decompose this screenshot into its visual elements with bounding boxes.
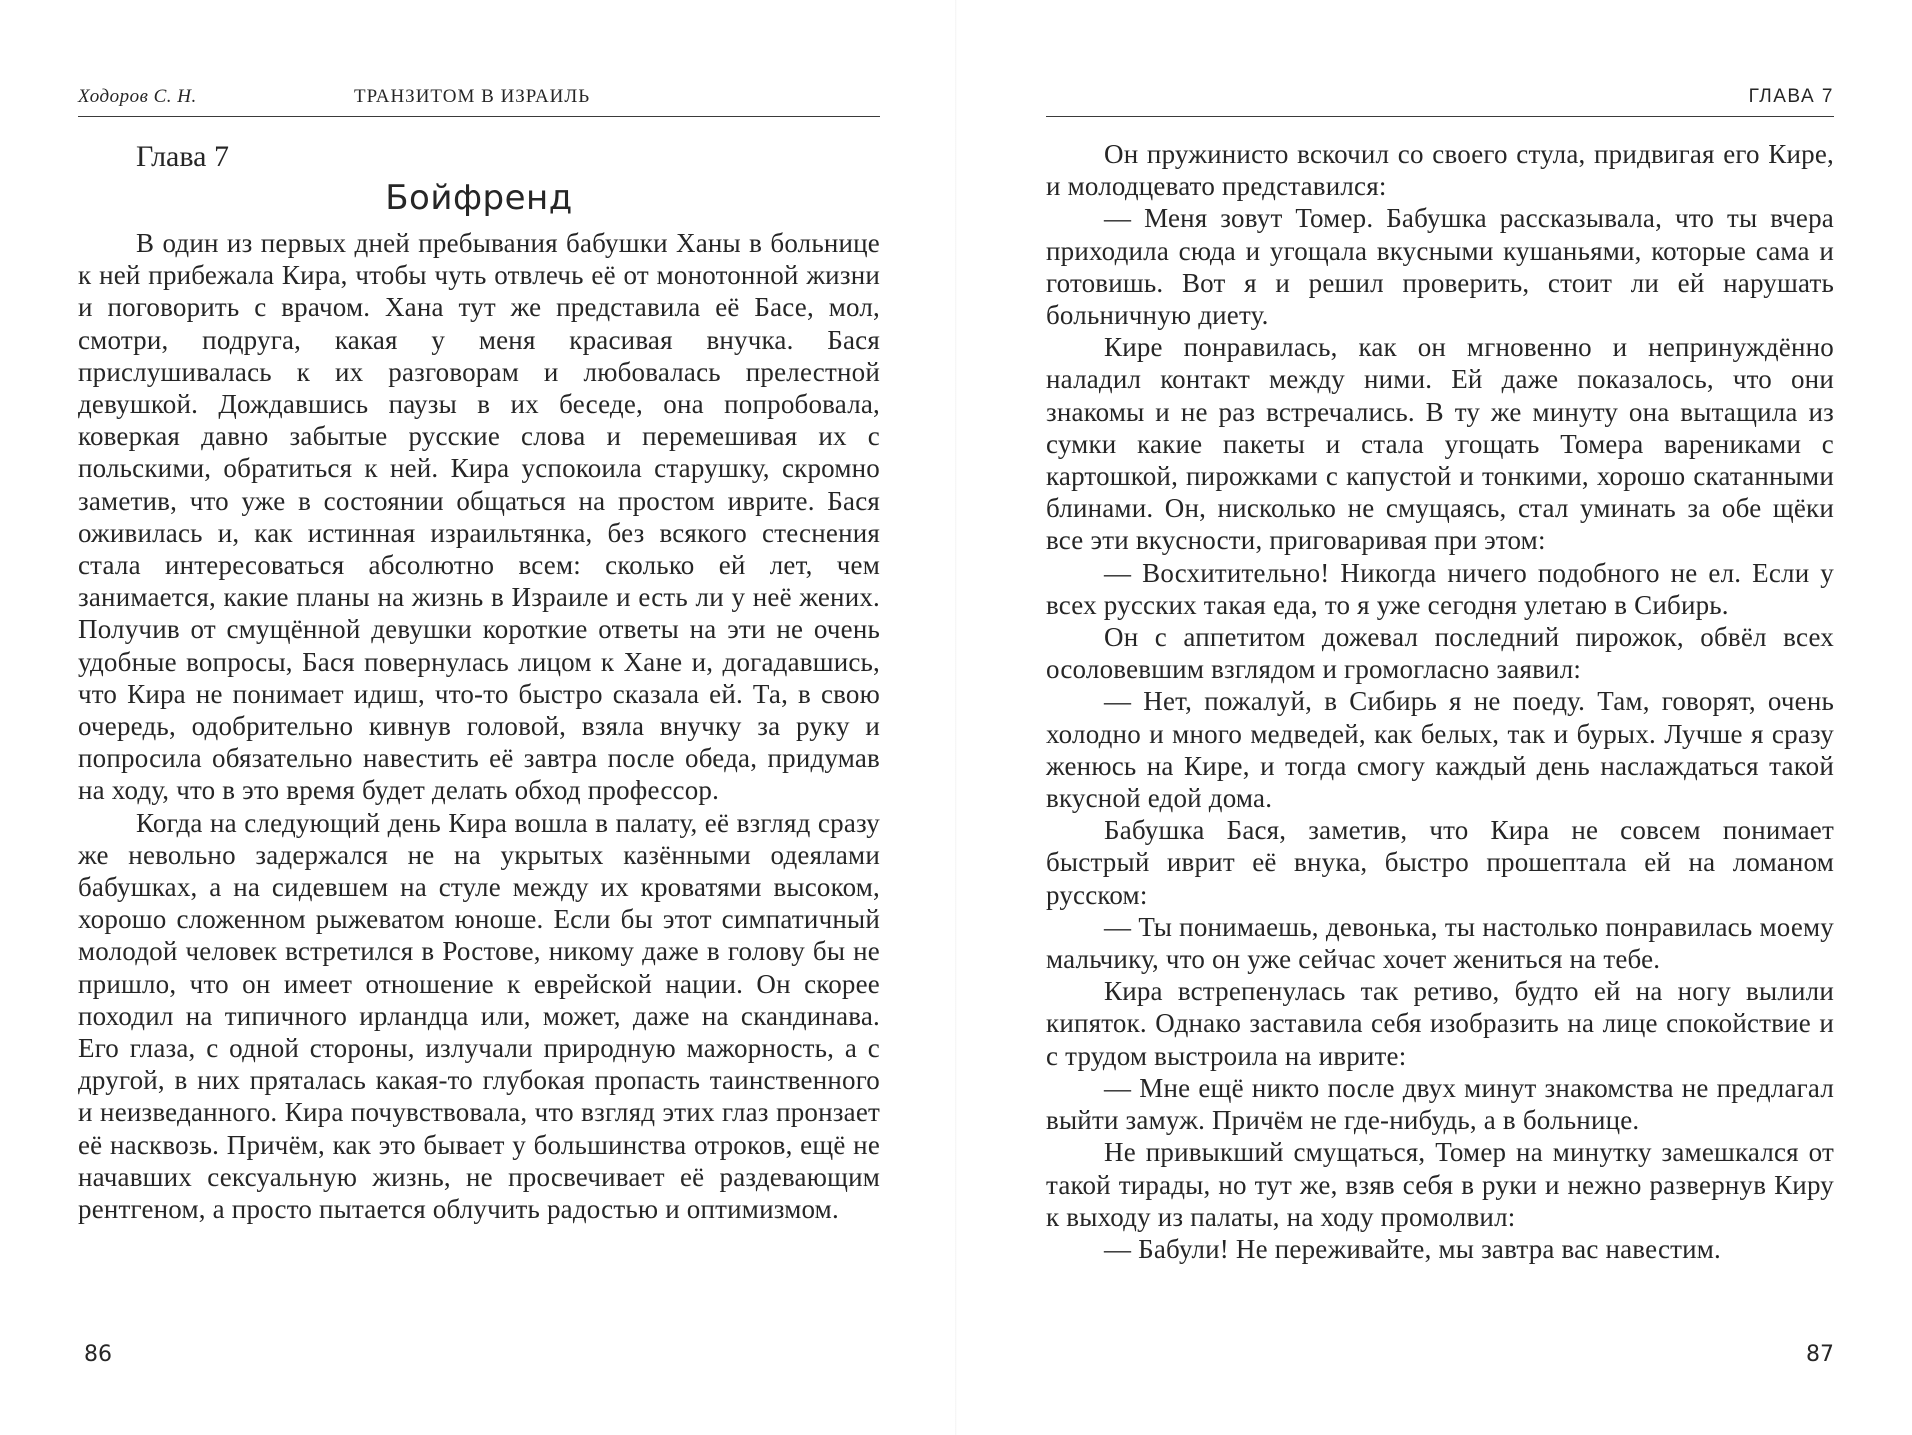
paragraph: Когда на следующий день Кира вошла в палату, её взгляд сразу же невольно задержался не на укрытых казёнными одеялами бабушках, а на сидевшем на стуле между их кроватями высоком, хорошо сложенном рыжеватом юноше. Если бы этот симпатичный молодой человек встретился в Ростове, никому даже в голову бы не пришло, что он имеет отношение к еврейской нации. Он скорее походил на типичного ирландца или, может, даже на скандинава. Его глаза, с одной стороны, излучали природную мажорность, а с другой, в них пряталась какая-то глубокая пропасть таинственного и неизведанного. Кира почувствовала, что взгляд этих глаз пронзает её насквозь. Причём, как это бывает у большинства отроков, ещё не начавших сексуальную жизнь, не просвечивает её раздевающим рентгеном, а просто пытается облучить радостью и оптимизмом. <box>78 807 880 1225</box>
paragraph: — Нет, пожалуй, в Сибирь я не поеду. Там, говорят, очень холодно и много медведей, как белых, так и бурых. Лучше я сразу женюсь на Кире, и тогда смогу каждый день наслаждаться такой вкусной едой дома. <box>1046 686 1834 814</box>
paragraph: Не привыкший смущаться, Томер на минутку замешкался от такой тирады, но тут же, взяв себя в руки и нежно развернув Киру к выходу из палаты, на ходу промолвил: <box>1046 1137 1834 1232</box>
paragraph: — Ты понимаешь, девонька, ты настолько понравилась моему мальчику, что он уже сейчас хочет жениться на тебе. <box>1046 911 1834 975</box>
paragraph: Кире понравилась, как он мгновенно и непринуждённо наладил контакт между ними. Ей даже показалось, что они знакомы и не раз встречались. В ту же минуту она вытащила из сумки какие пакеты и стала угощать Томера варениками с картошкой, пирожками с капустой и тонкими, хорошо скатанными блинами. Он, нисколько не смущаясь, стал уминать за обе щёки все эти вкусности, приговаривая при этом: <box>1046 332 1834 556</box>
chapter-title: Бойфренд <box>385 178 573 218</box>
chapter-label: Глава 7 <box>136 140 229 173</box>
right-page <box>1046 0 1834 1435</box>
paragraph: — Мне ещё никто после двух минут знакомства не предлагал выйти замуж. Причём не где-нибудь, а в больнице. <box>1046 1072 1834 1136</box>
right-page-text <box>1046 138 1834 1265</box>
paragraph: — Бабули! Не переживайте, мы завтра вас навестим. <box>1104 1233 1722 1264</box>
page-number-left: 86 <box>84 1342 112 1367</box>
page-gutter <box>955 0 957 1435</box>
paragraph: В один из первых дней пребывания бабушки Ханы в больнице к ней прибежала Кира, чтобы чуть отвлечь её от монотонной жизни и поговорить с врачом. Хана тут же представила её Басе, мол, смотри, подруга, какая у меня красивая внучка. Бася прислушивалась к их разговорам и любовалась прелестной девушкой. Дождавшись паузы в их беседе, она попробовала, коверкая давно забытые русские слова и перемешивая их с польскими, обратиться к ней. Кира успокоила старушку, скромно заметив, что уже в состоянии общаться на простом иврите. Бася оживилась и, как истинная израильтянка, без всякого стеснения стала интересоваться абсолютно всем: сколько ей лет, чем занимается, какие планы на жизнь в Израиле и есть ли у неё жених. Получив от смущённой девушки короткие ответы на эти не очень удобные вопросы, Бася повернулась лицом к Хане и, догадавшись, что Кира не понимает идиш, что-то быстро сказала ей. Та, в свою очередь, одобрительно кивнув головой, взяла внучку за руку и попросила обязательно навестить её завтра после обеда, придумав на ходу, что в это время будет делать обход профессор. <box>78 228 880 806</box>
page-number-right: 87 <box>1806 1342 1834 1367</box>
book-title: ТРАНЗИТОМ В ИЗРАИЛЬ <box>354 86 591 107</box>
author-name: Ходоров С. Н. <box>78 86 197 107</box>
left-page-text <box>78 227 880 1225</box>
paragraph: — Меня зовут Томер. Бабушка рассказывала, что ты вчера приходила сюда и угощала вкусными кушаньями, которые сама и готовишь. Вот я и решил проверить, стоит ли ей нарушать больничную диету. <box>1046 203 1834 331</box>
paragraph: Он пружинисто вскочил со своего стула, придвигая его Кире, и молодцевато представился: <box>1046 139 1834 202</box>
running-head-chapter: ГЛАВА 7 <box>1748 86 1834 107</box>
paragraph: Бабушка Бася, заметив, что Кира не совсем понимает быстрый иврит её внука, быстро прошептала ей на ломаном русском: <box>1046 815 1834 910</box>
left-page <box>78 0 880 1435</box>
paragraph: Кира встрепенулась так ретиво, будто ей на ногу вылили кипяток. Однако заставила себя изобразить на лице спокойствие и с трудом выстроила на иврите: <box>1046 976 1834 1071</box>
paragraph: Он с аппетитом дожевал последний пирожок, обвёл всех осоловевшим взглядом и громогласно заявил: <box>1046 622 1834 685</box>
running-head-right <box>1046 82 1834 117</box>
running-head-left <box>78 82 880 117</box>
paragraph: — Восхитительно! Никогда ничего подобного не ел. Если у всех русских такая еда, то я уже сегодня улетаю в Сибирь. <box>1046 557 1834 620</box>
